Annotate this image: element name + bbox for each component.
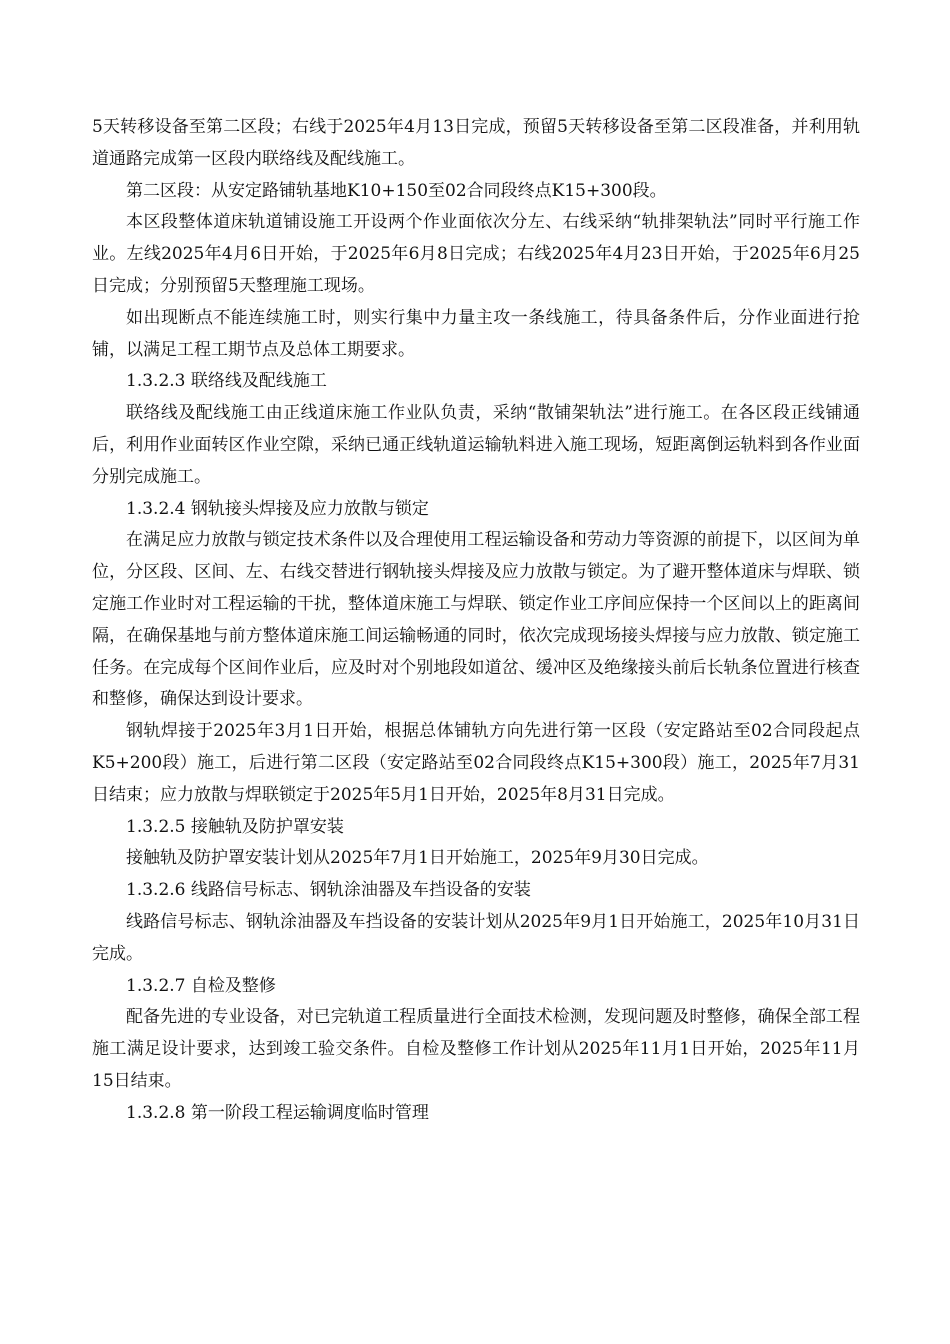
paragraph-welding-schedule: 钢轨焊接于2025年3月1日开始，根据总体铺轨方向先进行第一区段（安定路站至02合同段起点K5+200段）施工，后进行第二区段（安定路站至02合同段终点K15+300段）施工，2025年7月31日结束；应力放散与焊联锁定于2025年5月1日开始，2025年8月31日完成。: [92, 721, 860, 805]
heading-1-3-2-6: 1.3.2.6 线路信号标志、钢轨涂油器及车挡设备的安装: [126, 880, 531, 901]
heading-1-3-2-4: 1.3.2.4 钢轨接头焊接及应力放散与锁定: [126, 498, 429, 519]
paragraph-breakpoint: 如出现断点不能连续施工时，则实行集中力量主攻一条线施工，待具备条件后，分作业面进行抢铺，以满足工程工期节点及总体工期要求。: [92, 307, 860, 360]
heading-1-3-2-3: 1.3.2.3 联络线及配线施工: [126, 371, 327, 392]
paragraph-track-laying: 本区段整体道床轨道铺设施工开设两个作业面依次分左、右线采纳“轨排架轨法”同时平行施工作业。左线2025年4月6日开始，于2025年6月8日完成；右线2025年4月23日开始，于2025年6月25日完成；分别预留5天整理施工现场。: [92, 212, 860, 296]
paragraph-continuation: 5天转移设备至第二区段；右线于2025年4月13日完成，预留5天转移设备至第二区段准备，并利用轨道通路完成第一区段内联络线及配线施工。: [92, 117, 860, 169]
heading-1-3-2-8: 1.3.2.8 第一阶段工程运输调度临时管理: [126, 1102, 429, 1123]
heading-1-3-2-7: 1.3.2.7 自检及整修: [126, 975, 276, 996]
paragraph-section-two: 第二区段：从安定路铺轨基地K10+150至02合同段终点K15+300段。: [126, 180, 667, 201]
paragraph-signal-install: 线路信号标志、钢轨涂油器及车挡设备的安装计划从2025年9月1日开始施工，2025年10月31日完成。: [92, 911, 860, 964]
paragraph-contact-rail: 接触轨及防护罩安装计划从2025年7月1日开始施工，2025年9月30日完成。: [126, 848, 709, 869]
document-body: [92, 112, 860, 1130]
paragraph-self-inspection: 配备先进的专业设备，对已完轨道工程质量进行全面技术检测，发现问题及时整修，确保全部工程施工满足设计要求，达到竣工验交条件。自检及整修工作计划从2025年11月1日开始，2025年11月15日结束。: [92, 1007, 860, 1091]
paragraph-connecting-lines: 联络线及配线施工由正线道床施工作业队负责，采纳“散铺架轨法”进行施工。在各区段正线铺通后，利用作业面转区作业空隙，采纳已通正线轨道运输轨料进入施工现场，短距离倒运轨料到各作业面分别完成施工。: [92, 403, 860, 487]
heading-1-3-2-5: 1.3.2.5 接触轨及防护罩安装: [126, 816, 344, 837]
paragraph-welding-method: 在满足应力放散与锁定技术条件以及合理使用工程运输设备和劳动力等资源的前提下，以区间为单位，分区段、区间、左、右线交替进行钢轨接头焊接及应力放散与锁定。为了避开整体道床与焊联、锁定施工作业时对工程运输的干扰，整体道床施工与焊联、锁定作业工序间应保持一个区间以上的距离间隔，在确保基地与前方整体道床施工间运输畅通的同时，依次完成现场接头焊接与应力放散、锁定施工任务。在完成每个区间作业后，应及时对个别地段如道岔、缓冲区及绝缘接头前后长轨条位置进行核查和整修，确保达到设计要求。: [92, 530, 860, 710]
